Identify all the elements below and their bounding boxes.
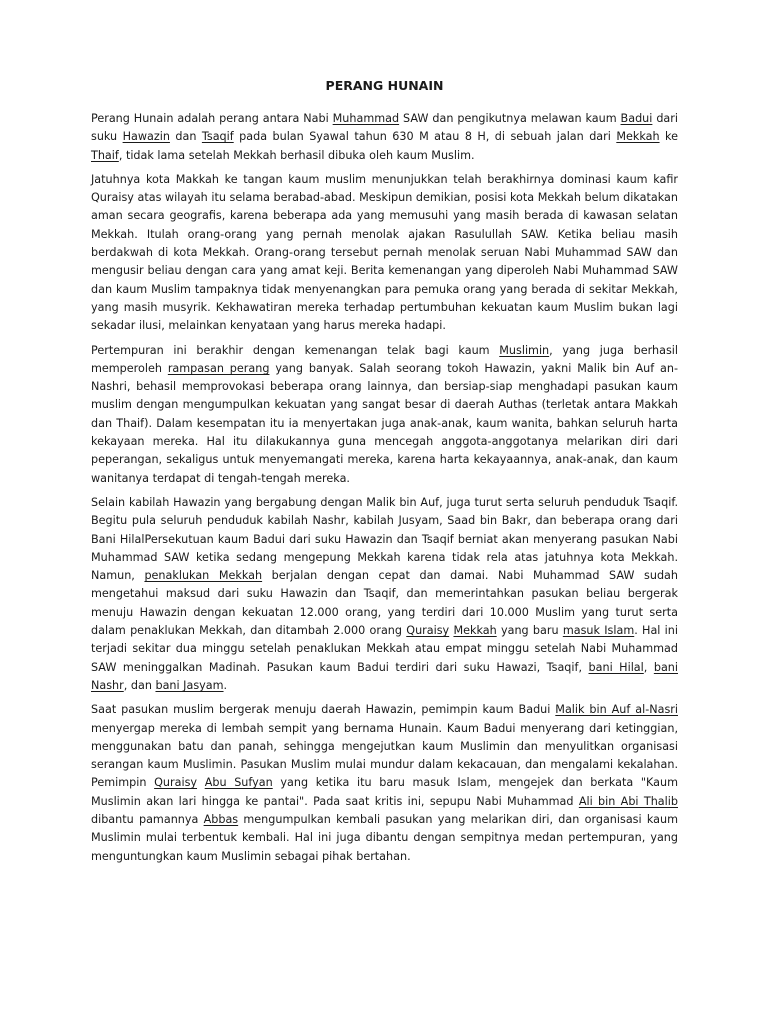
inline-link[interactable]: Tsaqif: [201, 130, 234, 144]
paragraph-text: dan: [169, 130, 202, 144]
inline-link[interactable]: Mekkah: [453, 624, 497, 638]
page-title: PERANG HUNAIN: [325, 78, 444, 93]
inline-link[interactable]: Mekkah: [616, 130, 660, 144]
inline-link[interactable]: Quraisy: [154, 776, 198, 790]
inline-link[interactable]: Hawazin: [122, 130, 170, 144]
inline-link[interactable]: Muhammad: [332, 112, 400, 125]
inline-link[interactable]: rampasan perang: [167, 361, 270, 375]
paragraph-text: [197, 776, 205, 789]
inline-link[interactable]: bani Nashr: [91, 660, 678, 692]
inline-link[interactable]: Muslimin: [499, 343, 550, 357]
inline-link[interactable]: masuk Islam: [562, 624, 635, 638]
paragraph: [91, 110, 678, 165]
paragraph-text: Selain kabilah Hawazin yang bergabung dengan Malik bin Auf, juga turut serta seluruh penduduk Tsaqif. Begitu pula seluruh penduduk kabilah Nashr, kabilah Jusyam, Saad bin Bakr, dan beberapa orang dari Bani HilalPersekutuan kaum Badui dari suku Hawazin dan Tsaqif berniat akan menyerang pasukan Nabi Muhammad SAW ketika sedang mengepung Mekkah karena tidak rela atas jatuhnya kota Mekkah. Namun,: [91, 495, 678, 583]
paragraph-text: , tidak lama setelah Mekkah berhasil dibuka oleh kaum Muslim.: [118, 148, 475, 162]
paragraph-text: berjalan dengan cepat dan damai. Nabi Muhammad SAW sudah mengetahui maksud dari suku Hawazin dan Tsaqif, dan memerintahkan pasukan beliau bergerak menuju Hawazin dengan kekuatan 12.000 orang, yang terdiri dari 10.000 Muslim yang turut serta dalam penaklukan Mekkah, dan ditambah 2.000 orang: [91, 569, 678, 638]
inline-link[interactable]: Thaif: [91, 148, 119, 162]
paragraph: [91, 342, 678, 488]
paragraph-text: yang baru: [496, 624, 563, 638]
paragraph-text: menyergap mereka di lembah sempit yang bernama Hunain. Kaum Badui menyerang dari ketinggian, menggunakan batu dan panah, sehingga mengejutkan kaum Muslimin dan menyulitkan organisasi serangan kaum Muslimin. Pasukan Muslim mulai mundur dalam kekacauan, dan mengalami kekalahan. Pemimpin: [91, 721, 678, 790]
inline-link[interactable]: penaklukan Mekkah: [144, 569, 263, 583]
inline-link[interactable]: Quraisy: [406, 624, 450, 638]
inline-link[interactable]: Malik bin Auf al-Nasri: [555, 703, 678, 717]
document-body: [91, 110, 678, 866]
paragraph-text: , yang juga berhasil memperoleh: [91, 343, 678, 375]
paragraph-text: Pertempuran ini berakhir dengan kemenangan telak bagi kaum: [91, 343, 500, 357]
paragraph-text: pada bulan Syawal tahun 630 M atau 8 H, di sebuah jalan dari: [233, 130, 617, 144]
paragraph-text: Perang Hunain adalah perang antara Nabi: [91, 112, 333, 125]
inline-link[interactable]: Badui: [620, 112, 653, 125]
inline-link[interactable]: Abbas: [203, 812, 239, 826]
paragraph-text: ,: [643, 660, 654, 674]
inline-link[interactable]: bani Jasyam: [155, 678, 224, 692]
paragraph: [91, 171, 678, 336]
paragraph: [91, 701, 678, 866]
paragraph-text: Saat pasukan muslim bergerak menuju daerah Hawazin, pemimpin kaum Badui: [91, 703, 556, 717]
paragraph-text: ke: [659, 130, 678, 144]
paragraph-text: yang ketika itu baru masuk Islam, mengejek dan berkata "Kaum Muslimin akan lari hingga ke pantai". Pada saat kritis ini, sepupu Nabi Muhammad: [91, 776, 678, 808]
paragraph-text: mengumpulkan kembali pasukan yang melarikan diri, dan organisasi kaum Muslimin mulai terbentuk kembali. Hal ini juga dibantu dengan sempitnya medan pertempuran, yang menguntungkan kaum Muslimin sebagai pihak bertahan.: [91, 812, 678, 863]
paragraph-text: . Hal ini terjadi sekitar dua minggu setelah penaklukan Mekkah atau empat minggu setelah Nabi Muhammad SAW meninggalkan Madinah. Pasukan kaum Badui terdiri dari suku Hawazi, Tsaqif,: [91, 624, 678, 674]
inline-link[interactable]: Ali bin Abi Thalib: [578, 794, 678, 808]
paragraph: [91, 494, 678, 695]
paragraph-text: SAW dan pengikutnya melawan kaum: [399, 112, 621, 125]
paragraph-text: , dan: [123, 678, 156, 692]
inline-link[interactable]: bani Hilal: [588, 660, 644, 674]
paragraph-text: Jatuhnya kota Makkah ke tangan kaum muslim menunjukkan telah berakhirnya dominasi kaum kafir Quraisy atas wilayah itu selama berabad-abad. Meskipun demikian, posisi kota Mekkah belum dikatakan aman secara geografis, karena beberapa ada yang memusuhi yang masih berada di kawasan selatan Mekkah. Itulah orang-orang yang pernah menolak ajakan Rasulullah SAW. Ketika beliau masih berdakwah di kota Mekkah. Orang-orang tersebut pernah menolak seruan Nabi Muhammad SAW dan mengusir beliau dengan cara yang amat keji. Berita kemenangan yang diperoleh Nabi Muhammad SAW dan kaum Muslim tampaknya tidak menyenangkan para pemuka orang yang berada di sekitar Mekkah, yang masih musyrik. Kekhawatiran mereka terhadap pertumbuhan kekuatan kaum Muslim bukan lagi sekadar ilusi, melainkan kenyataan yang harus mereka hadapi.: [91, 172, 678, 333]
paragraph-text: .: [223, 678, 228, 692]
paragraph-text: dibantu pamannya: [91, 812, 204, 826]
paragraph-text: yang banyak. Salah seorang tokoh Hawazin, yakni Malik bin Auf an-Nashri, behasil memprovokasi beberapa orang lainnya, dan bersiap-siap menghadapi pasukan kaum muslim dengan mengumpulkan kekuatan yang sangat besar di daerah Authas (terletak antara Makkah dan Thaif). Dalam kesempatan itu ia menyertakan juga anak-anak, kaum wanita, bahkan seluruh harta kekayaan mereka. Hal itu dilakukannya guna mencegah anggota-anggotanya melarikan diri dari peperangan, sekaligus untuk menyemangati mereka, karena harta kekayaannya, anak-anak, dan kaum wanitanya terdapat di tengah-tengah mereka.: [91, 361, 679, 485]
paragraph-text: dari suku: [91, 112, 678, 144]
inline-link[interactable]: Abu Sufyan: [204, 776, 273, 790]
